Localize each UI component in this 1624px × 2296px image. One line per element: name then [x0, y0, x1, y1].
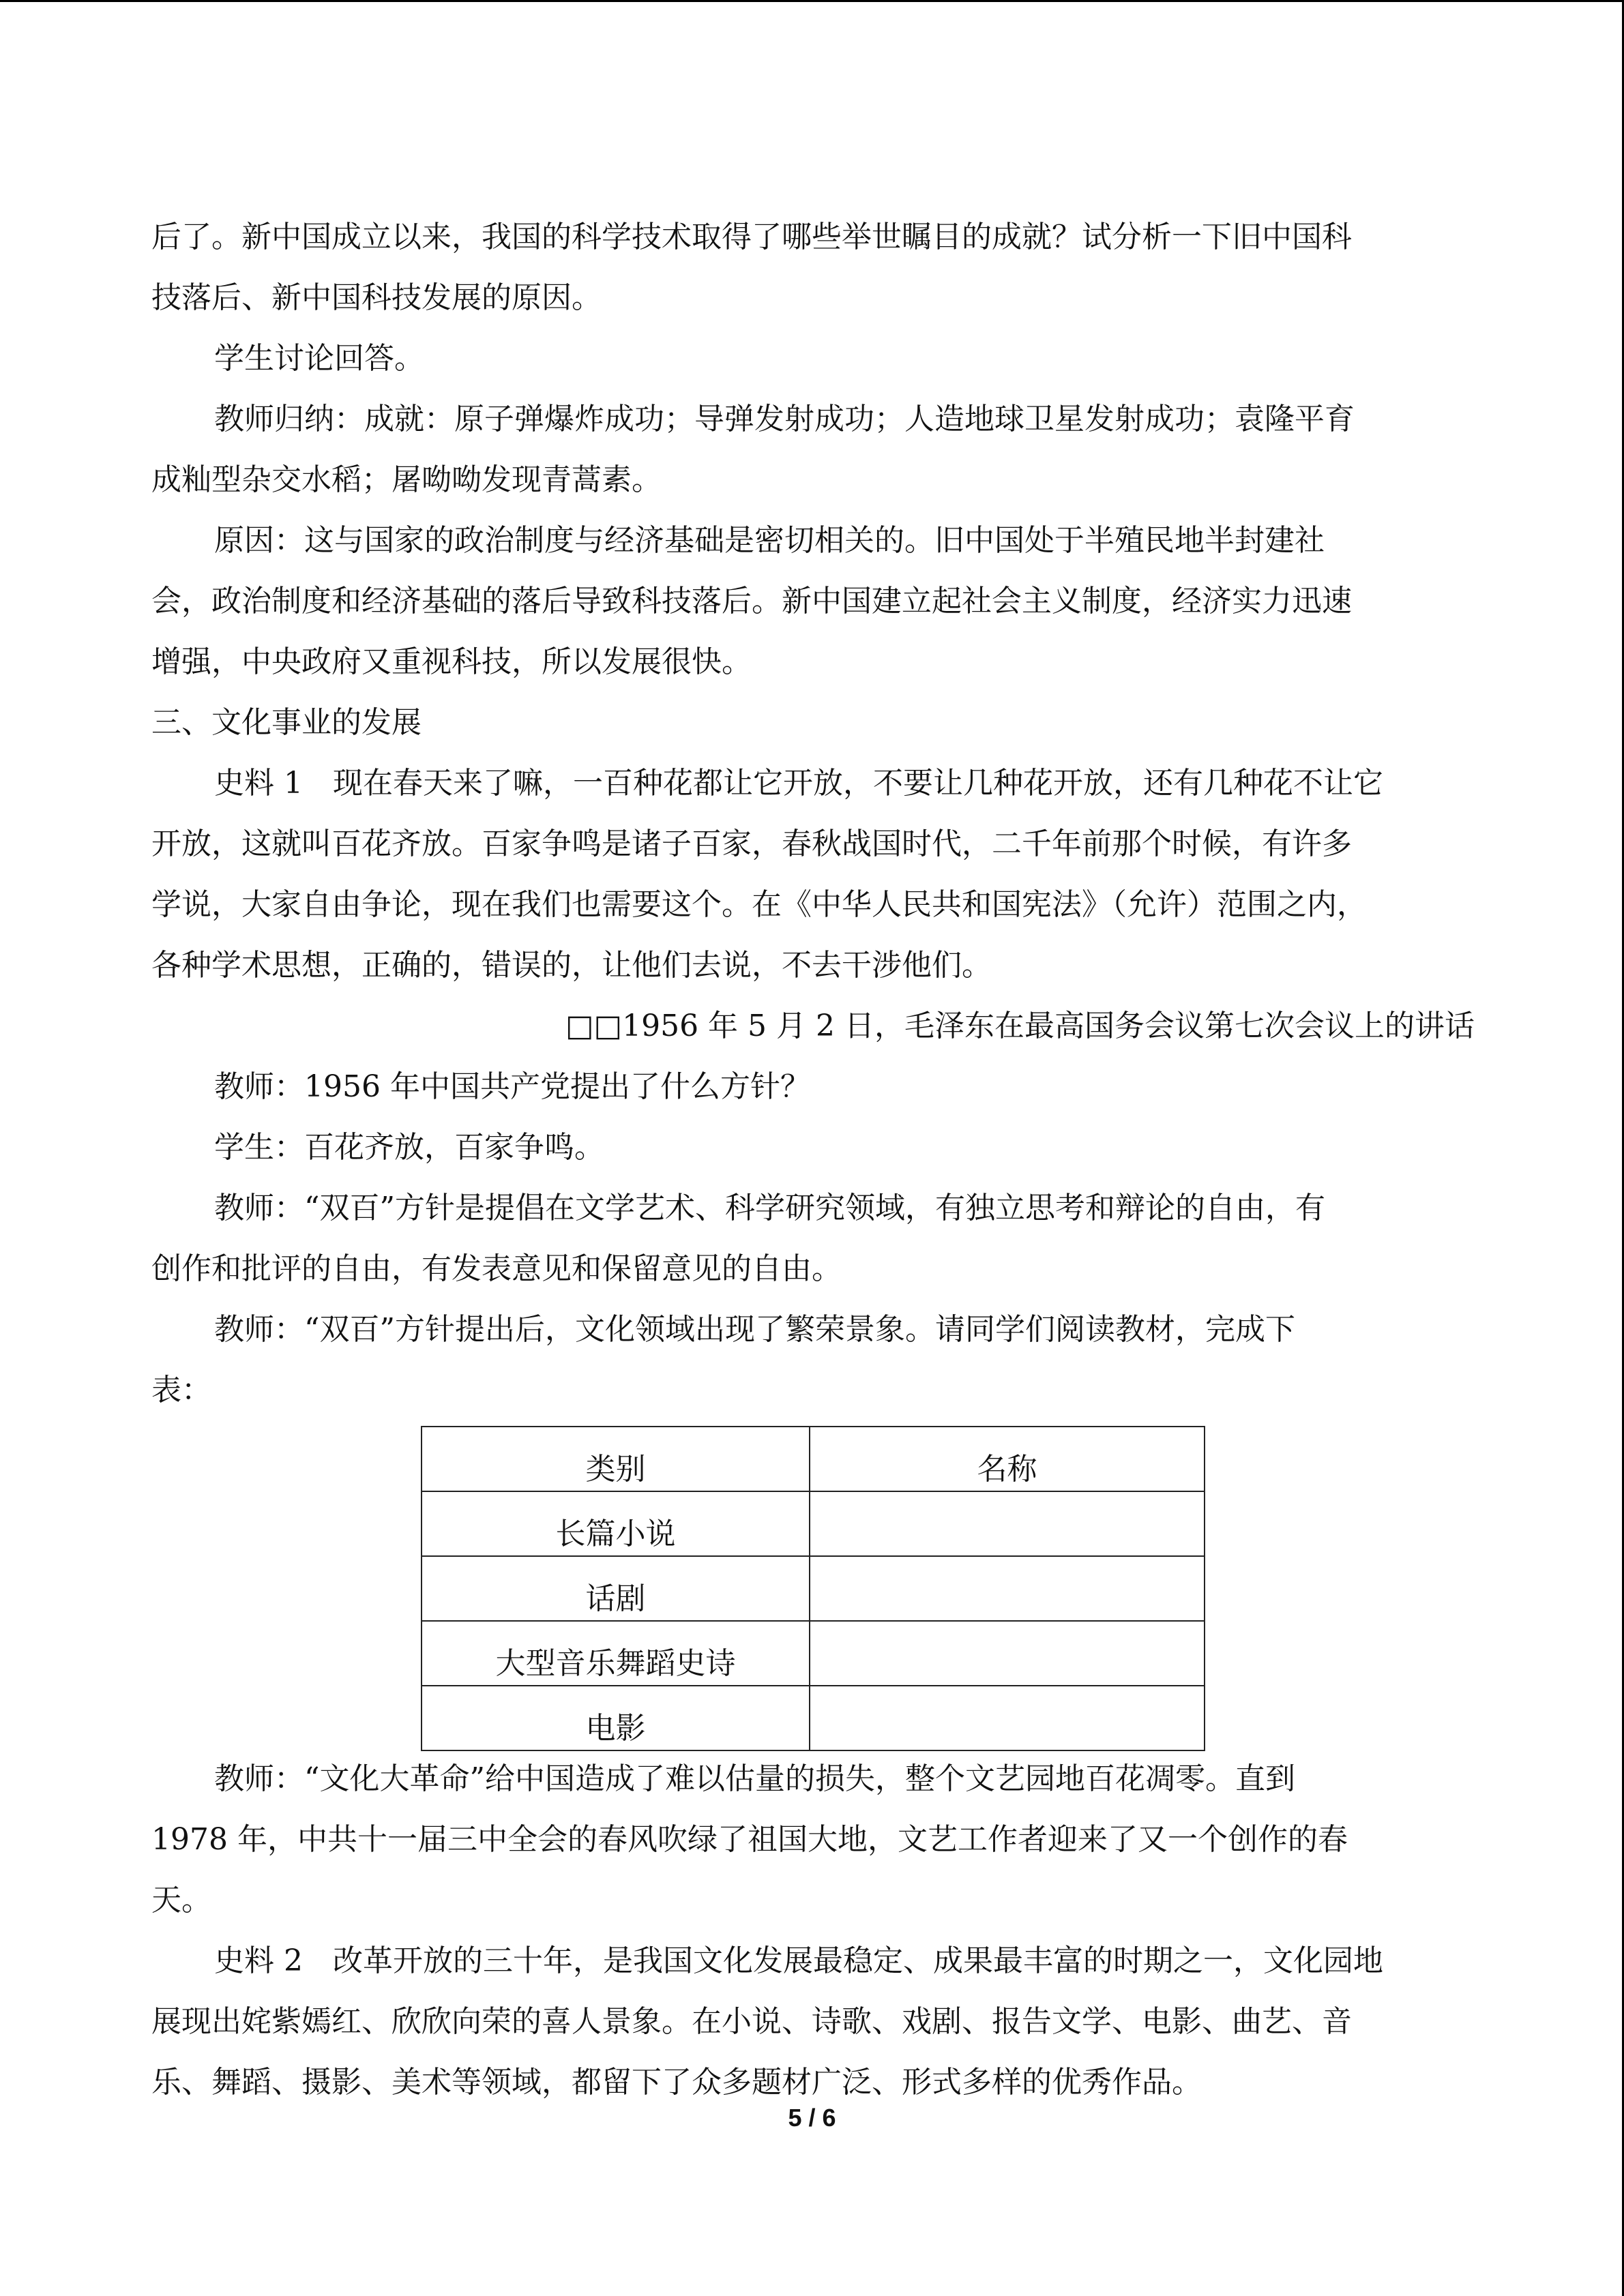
text-line: 教师：“双百”方针是提倡在文学艺术、科学研究领域，有独立思考和辩论的自由，有	[214, 1191, 1325, 1225]
text-line: 教师：1956 年中国共产党提出了什么方针？	[214, 1069, 810, 1104]
table-cell-category: 电影	[422, 1686, 810, 1750]
culture-category-table	[421, 1426, 1205, 1751]
text-line: 创作和批评的自由，有发表意见和保留意见的自由。	[151, 1251, 842, 1286]
table-cell-category: 长篇小说	[422, 1491, 810, 1556]
document-body	[151, 207, 1475, 2113]
table-cell-name	[810, 1556, 1205, 1621]
table-header-row	[422, 1427, 1205, 1491]
text-line: 技落后、新中国科技发展的原因。	[151, 280, 602, 315]
text-line: 史料 2 改革开放的三十年，是我国文化发展最稳定、成果最丰富的时期之一，文化园地	[214, 1943, 1383, 1978]
paragraphs-before-table	[151, 207, 1475, 1420]
table-container	[151, 1426, 1475, 1746]
table-header-category: 类别	[422, 1427, 810, 1491]
text-line: 会，政治制度和经济基础的落后导致科技落后。新中国建立起社会主义制度，经济实力迅速	[151, 584, 1352, 618]
text-line: 史料 1 现在春天来了嘛，一百种花都让它开放，不要让几种花开放，还有几种花不让它	[214, 766, 1383, 801]
table-cell-name	[810, 1686, 1205, 1750]
text-line: 乐、舞蹈、摄影、美术等领域，都留下了众多题材广泛、形式多样的优秀作品。	[151, 2065, 1202, 2100]
table-cell-name	[810, 1621, 1205, 1686]
table-row	[422, 1621, 1205, 1686]
text-line: □□1956 年 5 月 2 日，毛泽东在最高国务会议第七次会议上的讲话	[565, 1009, 1475, 1043]
text-line: 原因：这与国家的政治制度与经济基础是密切相关的。旧中国处于半殖民地半封建社	[214, 523, 1325, 558]
table-row	[422, 1686, 1205, 1750]
text-line: 表：	[151, 1373, 211, 1407]
text-line: 学生：百花齐放，百家争鸣。	[214, 1130, 604, 1165]
page-number: 5 / 6	[788, 2104, 836, 2132]
text-line: 成籼型杂交水稻；屠呦呦发现青蒿素。	[151, 462, 662, 497]
table-cell-name	[810, 1491, 1205, 1556]
text-line: 增强，中央政府又重视科技，所以发展很快。	[151, 644, 752, 679]
text-line: 1978 年，中共十一届三中全会的春风吹绿了祖国大地，文艺工作者迎来了又一个创作的春	[151, 1822, 1348, 1857]
table-row	[422, 1556, 1205, 1621]
table-header-name: 名称	[810, 1427, 1205, 1491]
text-line: 三、文化事业的发展	[151, 705, 422, 740]
table-cell-category: 大型音乐舞蹈史诗	[422, 1621, 810, 1686]
table-cell-category: 话剧	[422, 1556, 810, 1621]
text-line: 开放，这就叫百花齐放。百家争鸣是诸子百家，春秋战国时代，二千年前那个时候，有许多	[151, 826, 1352, 861]
table-row	[422, 1491, 1205, 1556]
text-line: 学说，大家自由争论，现在我们也需要这个。在《中华人民共和国宪法》（允许）范围之内，	[151, 887, 1367, 922]
text-line: 天。	[151, 1883, 211, 1918]
text-line: 教师：“文化大革命”给中国造成了难以估量的损失，整个文艺园地百花凋零。直到	[214, 1761, 1295, 1796]
paragraphs-after-table	[151, 1748, 1475, 2113]
text-line: 展现出姹紫嫣红、欣欣向荣的喜人景象。在小说、诗歌、戏剧、报告文学、电影、曲艺、音	[151, 2004, 1352, 2039]
text-line: 各种学术思想，正确的，错误的，让他们去说，不去干涉他们。	[151, 948, 992, 983]
text-line: 后了。新中国成立以来，我国的科学技术取得了哪些举世瞩目的成就？试分析一下旧中国科	[151, 220, 1352, 254]
text-line: 教师：“双百”方针提出后，文化领域出现了繁荣景象。请同学们阅读教材，完成下	[214, 1312, 1295, 1347]
text-line: 学生讨论回答。	[214, 341, 424, 376]
text-line: 教师归纳：成就：原子弹爆炸成功；导弹发射成功；人造地球卫星发射成功；袁隆平育	[214, 402, 1355, 436]
